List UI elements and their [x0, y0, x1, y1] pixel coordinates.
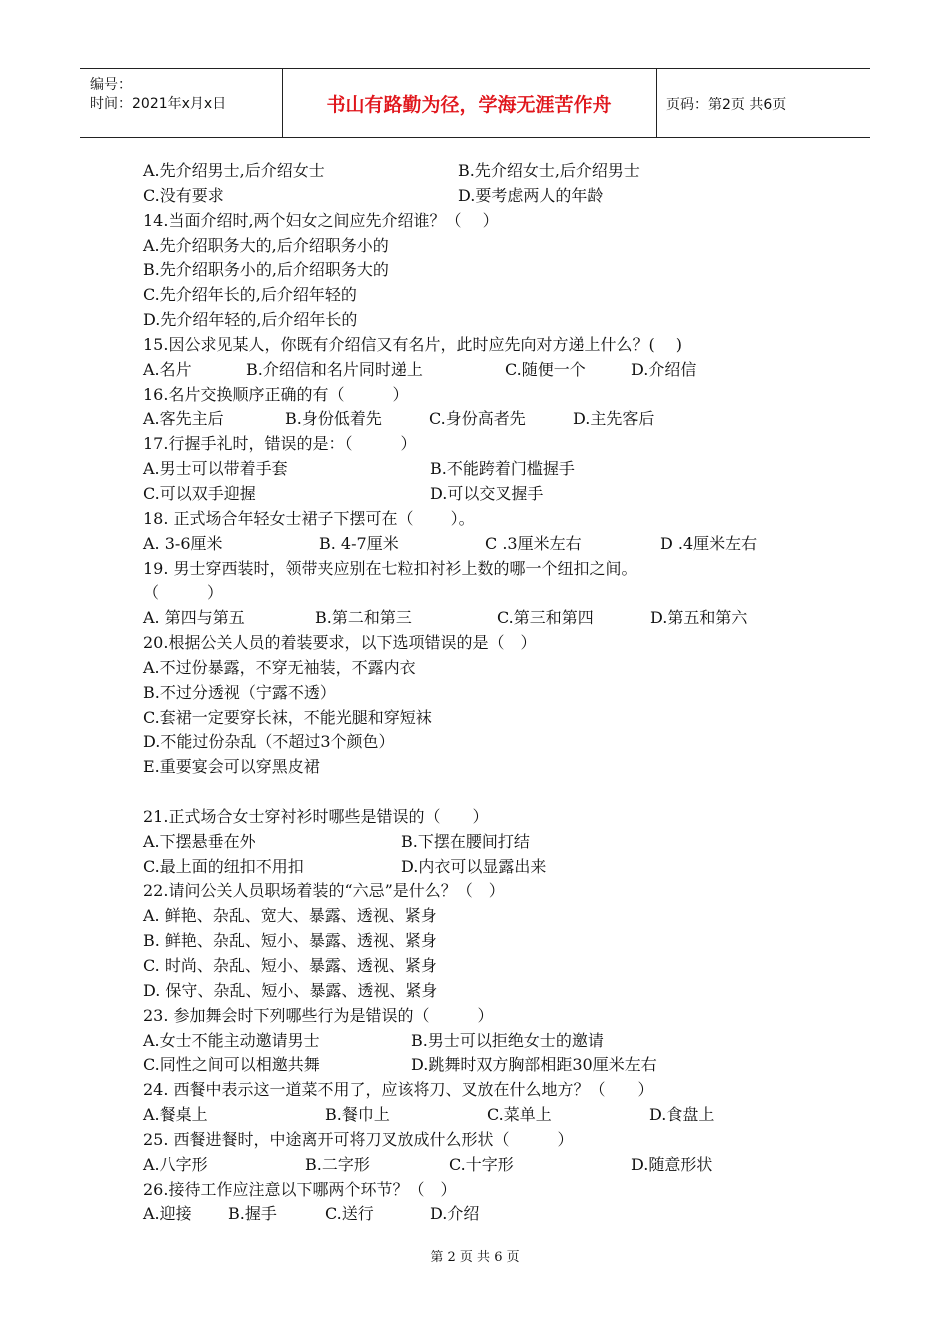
page-header	[80, 68, 870, 138]
q19-stem: 19. 男士穿西装时，领带夹应别在七粒扣衬衫上数的哪一个纽扣之间。	[143, 558, 638, 578]
q25-options	[143, 1153, 863, 1178]
q24-option-c: C.菜单上	[487, 1105, 552, 1125]
q13-option-c: C.没有要求	[143, 185, 224, 205]
q17-option-a: A.男士可以带着手套	[143, 459, 288, 479]
q26-options	[143, 1202, 863, 1227]
header-page-code: 页码：第2页 共6页	[666, 97, 787, 113]
q25-option-c: C.十字形	[449, 1154, 514, 1174]
q22-option-b: B. 鲜艳、杂乱、短小、暴露、透视、紧身	[143, 931, 437, 951]
q23-option-b: B.男士可以拒绝女士的邀请	[411, 1030, 604, 1050]
q16-option-c: C.身份高者先	[429, 409, 526, 429]
q18-option-d: D .4厘米左右	[660, 533, 758, 553]
q24-options	[143, 1103, 863, 1128]
q23-option-c: C.同性之间可以相邀共舞	[143, 1055, 320, 1075]
blank-line	[143, 780, 863, 805]
q20-option-a: A.不过份暴露，不穿无袖装，不露内衣	[143, 657, 416, 677]
header-right-cell	[656, 69, 870, 137]
q16-option-a: A.客先主后	[143, 409, 224, 429]
q14-option-c: C.先介绍年长的,后介绍年轻的	[143, 285, 357, 305]
q14-option-a: A.先介绍职务大的,后介绍职务小的	[143, 235, 389, 255]
q23-option-d: D.跳舞时双方胸部相距30厘米左右	[411, 1055, 657, 1075]
q23-options-row-2	[143, 1053, 863, 1078]
q21-option-b: B.下摆在腰间打结	[401, 831, 530, 851]
q17-option-c: C.可以双手迎握	[143, 483, 256, 503]
header-motto-cell	[282, 69, 657, 137]
q20-option-e: E.重要宴会可以穿黑皮裙	[143, 757, 320, 777]
q14-option-d: D.先介绍年轻的,后介绍年长的	[143, 310, 358, 330]
q18-options	[143, 532, 863, 557]
q25-option-d: D.随意形状	[631, 1154, 713, 1174]
q21-option-c: C.最上面的纽扣不用扣	[143, 856, 304, 876]
q16-option-d: D.主先客后	[573, 409, 655, 429]
q19-option-c: C.第三和第四	[497, 608, 594, 628]
q20-option-d: D.不能过份杂乱（不超过3个颜色）	[143, 732, 395, 752]
q17-options-row-2	[143, 482, 863, 507]
q14-option-b: B.先介绍职务小的,后介绍职务大的	[143, 260, 389, 280]
q19-option-b: B.第二和第三	[315, 608, 412, 628]
q17-option-b: B.不能跨着门槛握手	[430, 459, 575, 479]
q24-option-d: D.食盘上	[649, 1105, 715, 1125]
q16-options	[143, 407, 863, 432]
question-list	[143, 159, 863, 1227]
q18-stem: 18. 正式场合年轻女士裙子下摆可在（ ）。	[143, 508, 475, 528]
q17-stem: 17.行握手礼时，错误的是：（ ）	[143, 434, 417, 454]
q25-stem: 25. 西餐进餐时，中途离开可将刀叉放成什么形状（ ）	[143, 1129, 574, 1149]
q13-options-row-1	[143, 159, 863, 184]
q24-stem: 24. 西餐中表示这一道菜不用了，应该将刀、叉放在什么地方？（ ）	[143, 1080, 654, 1100]
q13-options-row-2	[143, 184, 863, 209]
q23-stem: 23. 参加舞会时下列哪些行为是错误的（ ）	[143, 1005, 494, 1025]
q19-answer-blank: （ ）	[143, 583, 224, 603]
doc-date-label: 时间：2021年x月x日	[90, 96, 227, 112]
header-left-cell	[80, 69, 283, 137]
q13-option-b: B.先介绍女士,后介绍男士	[458, 161, 640, 180]
q18-option-c: C .3厘米左右	[485, 533, 582, 553]
q15-option-b: B.介绍信和名片同时递上	[246, 359, 423, 379]
q16-option-b: B.身份低着先	[285, 409, 382, 429]
q24-option-a: A.餐桌上	[143, 1105, 208, 1125]
q18-option-a: A. 3-6厘米	[143, 533, 223, 553]
q26-option-d: D.介绍	[430, 1204, 480, 1224]
header-motto: 书山有路勤为径，学海无涯苦作舟	[326, 94, 612, 116]
q22-stem: 22.请问公关人员职场着装的“六忌”是什么？（ ）	[143, 881, 505, 901]
q21-option-a: A.下摆悬垂在外	[143, 831, 256, 851]
q22-option-a: A. 鲜艳、杂乱、宽大、暴露、透视、紧身	[143, 906, 437, 926]
q22-option-d: D. 保守、杂乱、短小、暴露、透视、紧身	[143, 980, 438, 1000]
q25-option-a: A.八字形	[143, 1154, 208, 1174]
q19-options	[143, 606, 863, 631]
q13-option-a: A.先介绍男士,后介绍女士	[143, 161, 325, 180]
q16-stem: 16.名片交换顺序正确的有（ ）	[143, 384, 409, 404]
q15-option-d: D.介绍信	[631, 359, 697, 379]
doc-number-label: 编号：	[90, 77, 132, 93]
q15-option-a: A.名片	[143, 359, 192, 379]
q23-option-a: A.女士不能主动邀请男士	[143, 1030, 320, 1050]
q20-option-b: B.不过分透视（宁露不透）	[143, 682, 336, 702]
page-footer: 第 2 页 共 6 页	[430, 1250, 520, 1265]
q19-option-a: A. 第四与第五	[143, 608, 245, 628]
q18-option-b: B. 4-7厘米	[319, 533, 399, 553]
q26-option-a: A.迎接	[143, 1204, 192, 1224]
q21-options-row-2	[143, 855, 863, 880]
q13-option-d: D.要考虑两人的年龄	[458, 185, 604, 205]
q25-option-b: B.二字形	[305, 1154, 370, 1174]
q19-option-d: D.第五和第六	[650, 608, 748, 628]
q14-stem: 14.当面介绍时,两个妇女之间应先介绍谁？（ ）	[143, 210, 499, 230]
q26-stem: 26.接待工作应注意以下哪两个环节？（ ）	[143, 1179, 457, 1199]
q21-stem: 21.正式场合女士穿衬衫时哪些是错误的（ ）	[143, 806, 489, 826]
q15-stem: 15.因公求见某人，你既有介绍信又有名片，此时应先向对方递上什么？( )	[143, 334, 683, 354]
q22-option-c: C. 时尚、杂乱、短小、暴露、透视、紧身	[143, 956, 437, 975]
q15-options	[143, 358, 863, 383]
q26-option-c: C.送行	[325, 1204, 374, 1224]
q24-option-b: B.餐巾上	[325, 1105, 390, 1125]
q21-option-d: D.内衣可以显露出来	[401, 856, 547, 876]
q17-option-d: D.可以交叉握手	[430, 483, 544, 503]
q17-options-row-1	[143, 457, 863, 482]
q21-options-row-1	[143, 830, 863, 855]
q26-option-b: B.握手	[228, 1204, 277, 1224]
q20-option-c: C.套裙一定要穿长袜，不能光腿和穿短袜	[143, 707, 432, 727]
q15-option-c: C.随便一个	[505, 359, 586, 379]
q20-stem: 20.根据公关人员的着装要求，以下选项错误的是（ ）	[143, 633, 537, 653]
q23-options-row-1	[143, 1029, 863, 1054]
